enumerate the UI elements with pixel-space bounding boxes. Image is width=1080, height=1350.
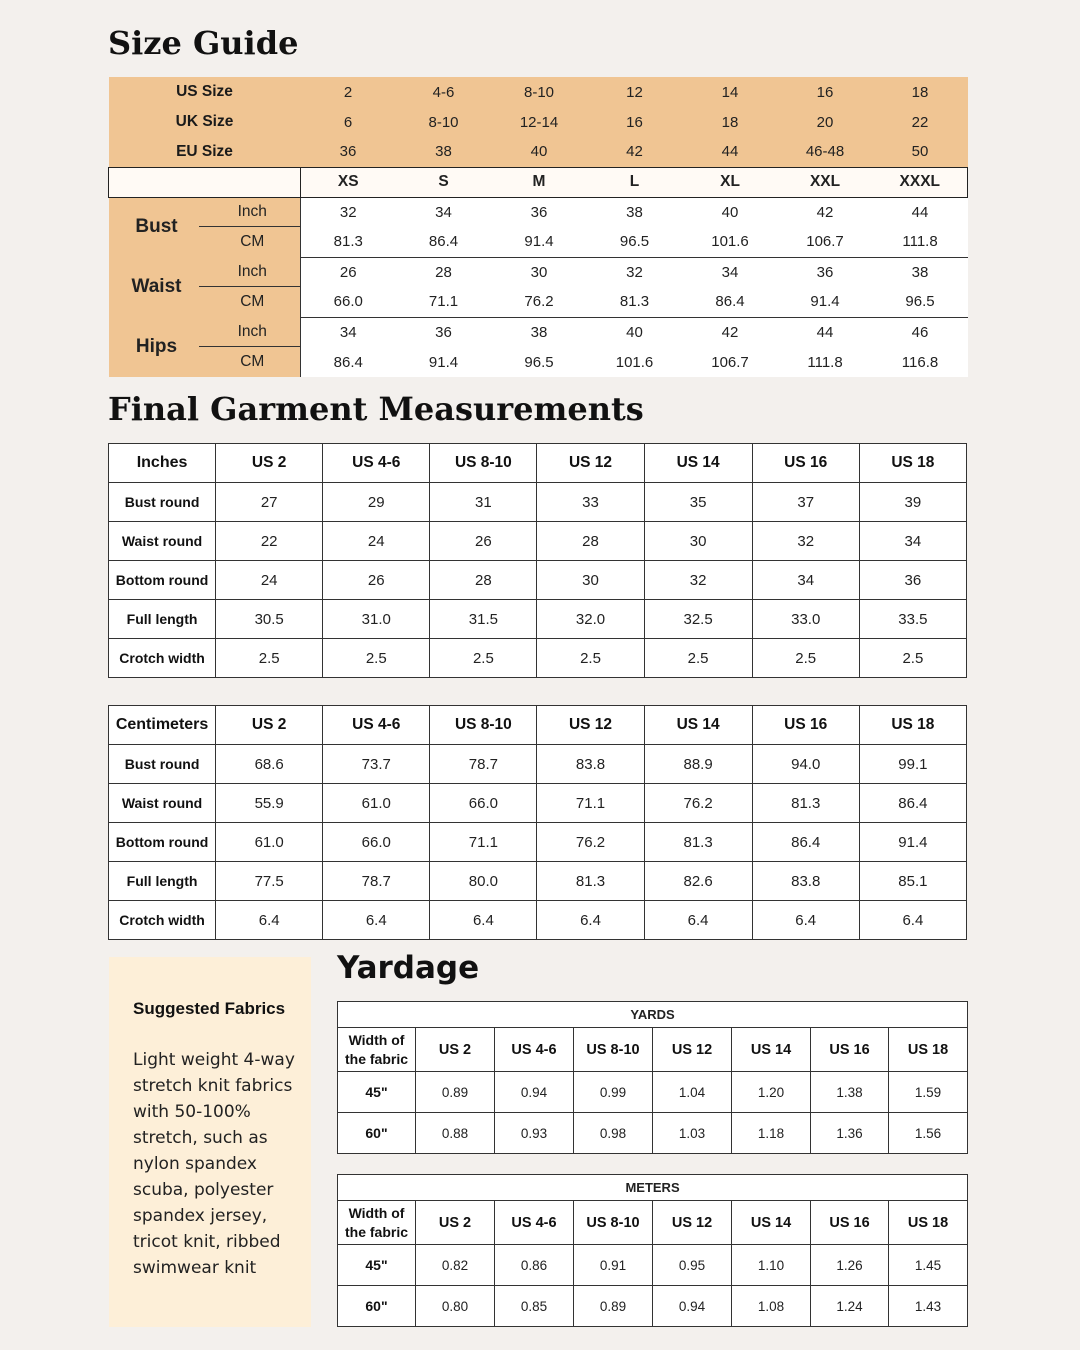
- size-conversion-cell: 6: [301, 107, 396, 137]
- measurement-inch-cell: 34: [683, 257, 778, 287]
- yardage-corner-line: Width of: [348, 1204, 405, 1221]
- garment-cell: 81.3: [752, 784, 859, 823]
- garment-row-label: Bust round: [109, 745, 216, 784]
- unit-label-cm: CM: [205, 287, 301, 317]
- size-conversion-cell: 36: [301, 137, 396, 167]
- garment-row: [109, 823, 967, 862]
- garment-cell: 55.9: [216, 784, 323, 823]
- suggested-fabrics-line: scuba, polyester: [133, 1180, 274, 1200]
- garment-header-row: [109, 706, 967, 745]
- measurement-cm-cell: 86.4: [396, 227, 492, 257]
- yardage-meters-table: [337, 1174, 968, 1327]
- yardage-size-header: US 16: [811, 1028, 889, 1072]
- measurement-cm-cell: 71.1: [396, 287, 492, 317]
- measurement-inch-cell: 26: [301, 257, 396, 287]
- garment-row-label: Bust round: [109, 483, 216, 522]
- measurement-cm-cell: 101.6: [587, 347, 683, 377]
- garment-cell: 36: [859, 561, 966, 600]
- garment-cell: 6.4: [430, 901, 537, 940]
- garment-size-header: US 4-6: [323, 444, 430, 483]
- yardage-width-label: 45": [338, 1072, 416, 1113]
- yardage-size-header: US 2: [416, 1201, 495, 1245]
- garment-cell: 91.4: [859, 823, 966, 862]
- yardage-cell: 0.91: [574, 1245, 653, 1286]
- garment-cell: 80.0: [430, 862, 537, 901]
- yardage-corner-line: Width of: [348, 1031, 405, 1048]
- garment-cell: 30: [537, 561, 644, 600]
- size-conversion-cell: 16: [778, 77, 873, 107]
- garment-size-header: US 8-10: [430, 444, 537, 483]
- yardage-cell: 1.56: [889, 1113, 968, 1154]
- yardage-corner-line: the fabric: [344, 1223, 408, 1240]
- measurement-cm-cell: 96.5: [873, 287, 968, 317]
- garment-row: [109, 639, 967, 678]
- yardage-cell: 0.95: [653, 1245, 732, 1286]
- yardage-size-header: US 4-6: [495, 1028, 574, 1072]
- garment-cell: 76.2: [644, 784, 752, 823]
- garment-cell: 32: [752, 522, 859, 561]
- measurement-inch-cell: 38: [873, 257, 968, 287]
- garment-cell: 32: [644, 561, 752, 600]
- size-conversion-cell: 12: [587, 77, 683, 107]
- garment-row-label: Full length: [109, 600, 216, 639]
- garment-cell: 78.7: [430, 745, 537, 784]
- garment-cell: 6.4: [644, 901, 752, 940]
- garment-size-header: US 14: [644, 444, 752, 483]
- yardage-cell: 0.86: [495, 1245, 574, 1286]
- measurement-inch-cell: 44: [873, 197, 968, 227]
- measurement-cm-cell: 96.5: [492, 347, 587, 377]
- garment-size-header: US 16: [752, 444, 859, 483]
- garment-cell: 31.0: [323, 600, 430, 639]
- yardage-size-header: US 18: [889, 1201, 968, 1245]
- yardage-cell: 0.85: [495, 1286, 574, 1327]
- garment-cell: 99.1: [859, 745, 966, 784]
- garment-size-header: US 4-6: [323, 706, 430, 745]
- garment-cell: 78.7: [323, 862, 430, 901]
- yardage-cell: 1.45: [889, 1245, 968, 1286]
- size-conversion-cell: 20: [778, 107, 873, 137]
- measurement-cm-row: [109, 347, 968, 377]
- garment-size-header: US 14: [644, 706, 752, 745]
- garment-inches-table: [108, 443, 967, 678]
- measurement-name: Bust: [109, 197, 205, 257]
- garment-cell: 32.5: [644, 600, 752, 639]
- garment-row: [109, 561, 967, 600]
- measurement-inch-cell: 32: [587, 257, 683, 287]
- letter-size-cell: XXXL: [873, 167, 968, 197]
- suggested-fabrics-line: stretch, such as: [133, 1128, 268, 1148]
- yardage-cell: 1.04: [653, 1072, 732, 1113]
- unit-label-inch: Inch: [205, 317, 301, 347]
- measurement-name: Hips: [109, 317, 205, 377]
- garment-cell: 6.4: [859, 901, 966, 940]
- garment-cell: 81.3: [644, 823, 752, 862]
- size-conversion-label: US Size: [109, 77, 301, 107]
- size-conversion-cell: 42: [587, 137, 683, 167]
- suggested-fabrics-line: swimwear knit: [133, 1258, 257, 1278]
- size-conversion-cell: 38: [396, 137, 492, 167]
- garment-row-label: Crotch width: [109, 901, 216, 940]
- garment-cell: 2.5: [216, 639, 323, 678]
- garment-row: [109, 745, 967, 784]
- yardage-cell: 1.36: [811, 1113, 889, 1154]
- garment-corner-label: Inches: [109, 444, 216, 483]
- garment-cell: 28: [430, 561, 537, 600]
- measurement-inch-row: [109, 317, 968, 347]
- measurement-cm-cell: 91.4: [778, 287, 873, 317]
- garment-cell: 24: [323, 522, 430, 561]
- measurement-inch-cell: 40: [587, 317, 683, 347]
- yardage-row: [338, 1286, 968, 1327]
- measurement-inch-cell: 36: [396, 317, 492, 347]
- yardage-size-header: US 2: [416, 1028, 495, 1072]
- measurement-cm-cell: 96.5: [587, 227, 683, 257]
- unit-label-cm: CM: [205, 347, 301, 377]
- size-conversion-row: [109, 107, 968, 137]
- yardage-caption-row: [338, 1002, 968, 1028]
- yardage-cell: 1.20: [732, 1072, 811, 1113]
- measurement-cm-cell: 106.7: [778, 227, 873, 257]
- garment-cell: 32.0: [537, 600, 644, 639]
- garment-size-header: US 12: [537, 444, 644, 483]
- garment-cell: 33.0: [752, 600, 859, 639]
- garment-cell: 77.5: [216, 862, 323, 901]
- garment-row-label: Waist round: [109, 784, 216, 823]
- garment-cell: 88.9: [644, 745, 752, 784]
- garment-cell: 71.1: [430, 823, 537, 862]
- garment-cell: 83.8: [752, 862, 859, 901]
- measurement-cm-cell: 111.8: [778, 347, 873, 377]
- yardage-cell: 1.03: [653, 1113, 732, 1154]
- measurement-inch-cell: 42: [778, 197, 873, 227]
- yardage-cell: 0.88: [416, 1113, 495, 1154]
- letter-size-cell: XS: [301, 167, 396, 197]
- garment-cell: 2.5: [752, 639, 859, 678]
- garment-cell: 61.0: [216, 823, 323, 862]
- garment-size-header: US 2: [216, 706, 323, 745]
- suggested-fabrics-text: [133, 1047, 311, 1281]
- garment-row-label: Crotch width: [109, 639, 216, 678]
- yardage-cell: 1.18: [732, 1113, 811, 1154]
- yardage-size-header: US 4-6: [495, 1201, 574, 1245]
- size-conversion-cell: 40: [492, 137, 587, 167]
- yardage-cell: 0.82: [416, 1245, 495, 1286]
- garment-size-header: US 18: [859, 444, 966, 483]
- size-conversion-cell: 14: [683, 77, 778, 107]
- garment-cell: 66.0: [430, 784, 537, 823]
- unit-label-cm: CM: [205, 227, 301, 257]
- suggested-fabrics-line: spandex jersey,: [133, 1206, 268, 1226]
- yardage-cell: 1.08: [732, 1286, 811, 1327]
- size-conversion-cell: 18: [873, 77, 968, 107]
- size-conversion-cell: 44: [683, 137, 778, 167]
- letter-size-corner: [109, 167, 301, 197]
- garment-cell: 2.5: [430, 639, 537, 678]
- garment-cell: 81.3: [537, 862, 644, 901]
- measurement-cm-row: [109, 227, 968, 257]
- letter-size-cell: L: [587, 167, 683, 197]
- garment-corner-label: Centimeters: [109, 706, 216, 745]
- measurement-inch-cell: 32: [301, 197, 396, 227]
- garment-cell: 82.6: [644, 862, 752, 901]
- measurement-inch-cell: 44: [778, 317, 873, 347]
- garment-cell: 24: [216, 561, 323, 600]
- yardage-width-label: 45": [338, 1245, 416, 1286]
- letter-size-cell: XL: [683, 167, 778, 197]
- yardage-cell: 0.93: [495, 1113, 574, 1154]
- measurement-inch-cell: 38: [492, 317, 587, 347]
- garment-cell: 31: [430, 483, 537, 522]
- yardage-caption-row: [338, 1175, 968, 1201]
- yardage-cell: 0.94: [495, 1072, 574, 1113]
- measurement-inch-cell: 38: [587, 197, 683, 227]
- garment-cell: 33: [537, 483, 644, 522]
- size-guide-table: [108, 77, 968, 377]
- garment-cell: 2.5: [644, 639, 752, 678]
- measurement-inch-cell: 34: [396, 197, 492, 227]
- yardage-row: [338, 1245, 968, 1286]
- garment-row: [109, 522, 967, 561]
- garment-cell: 28: [537, 522, 644, 561]
- measurement-cm-cell: 116.8: [873, 347, 968, 377]
- garment-cell: 30: [644, 522, 752, 561]
- garment-cell: 68.6: [216, 745, 323, 784]
- measurement-inch-cell: 28: [396, 257, 492, 287]
- garment-cell: 30.5: [216, 600, 323, 639]
- measurement-cm-cell: 86.4: [301, 347, 396, 377]
- garment-cell: 6.4: [216, 901, 323, 940]
- yardage-cell: 0.99: [574, 1072, 653, 1113]
- measurement-cm-cell: 81.3: [587, 287, 683, 317]
- yardage-cell: 1.38: [811, 1072, 889, 1113]
- garment-cell: 76.2: [537, 823, 644, 862]
- garment-row: [109, 600, 967, 639]
- garment-cell: 73.7: [323, 745, 430, 784]
- garment-cell: 6.4: [323, 901, 430, 940]
- measurement-inch-row: [109, 257, 968, 287]
- measurement-name: Waist: [109, 257, 205, 317]
- yardage-size-header: US 12: [653, 1028, 732, 1072]
- suggested-fabrics-line: tricot knit, ribbed: [133, 1232, 281, 1252]
- yardage-corner-label: [338, 1028, 416, 1072]
- size-conversion-cell: 2: [301, 77, 396, 107]
- suggested-fabrics-line: Light weight 4-way: [133, 1050, 295, 1070]
- measurement-cm-row: [109, 287, 968, 317]
- garment-cell: 2.5: [537, 639, 644, 678]
- garment-cell: 26: [323, 561, 430, 600]
- garment-cell: 34: [752, 561, 859, 600]
- letter-size-cell: S: [396, 167, 492, 197]
- measurement-cm-cell: 91.4: [396, 347, 492, 377]
- garment-row-label: Waist round: [109, 522, 216, 561]
- suggested-fabrics-line: nylon spandex: [133, 1154, 257, 1174]
- garment-cm-table: [108, 705, 967, 940]
- garment-cell: 26: [430, 522, 537, 561]
- yardage-caption: METERS: [338, 1175, 968, 1201]
- garment-cell: 71.1: [537, 784, 644, 823]
- yardage-size-header: US 14: [732, 1201, 811, 1245]
- yardage-corner-line: the fabric: [344, 1050, 408, 1067]
- size-conversion-row: [109, 137, 968, 167]
- garment-row: [109, 784, 967, 823]
- yardage-header-row: [338, 1028, 968, 1072]
- yardage-cell: 0.89: [574, 1286, 653, 1327]
- yardage-size-header: US 14: [732, 1028, 811, 1072]
- size-conversion-cell: 22: [873, 107, 968, 137]
- measurement-cm-cell: 101.6: [683, 227, 778, 257]
- measurement-cm-cell: 106.7: [683, 347, 778, 377]
- suggested-fabrics-line: stretch knit fabrics: [133, 1076, 293, 1096]
- garment-cell: 86.4: [859, 784, 966, 823]
- letter-size-row: [109, 167, 968, 197]
- measurement-inch-cell: 30: [492, 257, 587, 287]
- yardage-cell: 1.10: [732, 1245, 811, 1286]
- suggested-fabrics-line: with 50-100%: [133, 1102, 251, 1122]
- suggested-fabrics-panel: [109, 957, 311, 1327]
- garment-cell: 83.8: [537, 745, 644, 784]
- garment-cell: 39: [859, 483, 966, 522]
- garment-row: [109, 483, 967, 522]
- garment-cell: 2.5: [323, 639, 430, 678]
- size-conversion-row: [109, 77, 968, 107]
- garment-size-header: US 16: [752, 706, 859, 745]
- yardage-cell: 0.80: [416, 1286, 495, 1327]
- garment-cell: 29: [323, 483, 430, 522]
- yardage-caption: YARDS: [338, 1002, 968, 1028]
- final-garment-title: Final Garment Measurements: [108, 390, 644, 428]
- garment-cell: 86.4: [752, 823, 859, 862]
- yardage-row: [338, 1113, 968, 1154]
- measurement-cm-cell: 91.4: [492, 227, 587, 257]
- unit-label-inch: Inch: [205, 197, 301, 227]
- garment-cell: 6.4: [537, 901, 644, 940]
- yardage-cell: 1.59: [889, 1072, 968, 1113]
- garment-row-label: Bottom round: [109, 561, 216, 600]
- garment-row: [109, 862, 967, 901]
- measurement-cm-cell: 86.4: [683, 287, 778, 317]
- garment-row-label: Bottom round: [109, 823, 216, 862]
- garment-cell: 31.5: [430, 600, 537, 639]
- size-conversion-cell: 4-6: [396, 77, 492, 107]
- garment-header-row: [109, 444, 967, 483]
- yardage-size-header: US 18: [889, 1028, 968, 1072]
- garment-cell: 33.5: [859, 600, 966, 639]
- measurement-inch-cell: 40: [683, 197, 778, 227]
- yardage-cell: 0.89: [416, 1072, 495, 1113]
- measurement-inch-row: [109, 197, 968, 227]
- measurement-inch-cell: 36: [492, 197, 587, 227]
- garment-cell: 34: [859, 522, 966, 561]
- yardage-yards-table: [337, 1001, 968, 1154]
- garment-cell: 27: [216, 483, 323, 522]
- garment-cell: 22: [216, 522, 323, 561]
- letter-size-cell: M: [492, 167, 587, 197]
- garment-cell: 94.0: [752, 745, 859, 784]
- yardage-size-header: US 16: [811, 1201, 889, 1245]
- yardage-cell: 1.26: [811, 1245, 889, 1286]
- size-conversion-label: EU Size: [109, 137, 301, 167]
- measurement-cm-cell: 66.0: [301, 287, 396, 317]
- yardage-cell: 1.43: [889, 1286, 968, 1327]
- measurement-inch-cell: 34: [301, 317, 396, 347]
- yardage-size-header: US 12: [653, 1201, 732, 1245]
- yardage-width-label: 60": [338, 1286, 416, 1327]
- garment-cell: 6.4: [752, 901, 859, 940]
- garment-cell: 61.0: [323, 784, 430, 823]
- yardage-size-header: US 8-10: [574, 1028, 653, 1072]
- measurement-inch-cell: 36: [778, 257, 873, 287]
- garment-cell: 2.5: [859, 639, 966, 678]
- garment-size-header: US 18: [859, 706, 966, 745]
- garment-cell: 37: [752, 483, 859, 522]
- size-conversion-cell: 12-14: [492, 107, 587, 137]
- size-guide-title: Size Guide: [108, 24, 299, 62]
- measurement-inch-cell: 46: [873, 317, 968, 347]
- size-conversion-cell: 46-48: [778, 137, 873, 167]
- suggested-fabrics-title: Suggested Fabrics: [133, 999, 286, 1018]
- garment-cell: 66.0: [323, 823, 430, 862]
- yardage-cell: 0.98: [574, 1113, 653, 1154]
- yardage-corner-label: [338, 1201, 416, 1245]
- letter-size-cell: XXL: [778, 167, 873, 197]
- garment-size-header: US 2: [216, 444, 323, 483]
- yardage-cell: 1.24: [811, 1286, 889, 1327]
- yardage-row: [338, 1072, 968, 1113]
- unit-label-inch: Inch: [205, 257, 301, 287]
- yardage-title: Yardage: [337, 950, 480, 986]
- size-conversion-cell: 18: [683, 107, 778, 137]
- garment-size-header: US 8-10: [430, 706, 537, 745]
- measurement-inch-cell: 42: [683, 317, 778, 347]
- size-conversion-cell: 8-10: [396, 107, 492, 137]
- yardage-cell: 0.94: [653, 1286, 732, 1327]
- size-conversion-cell: 8-10: [492, 77, 587, 107]
- yardage-header-row: [338, 1201, 968, 1245]
- size-conversion-label: UK Size: [109, 107, 301, 137]
- measurement-cm-cell: 76.2: [492, 287, 587, 317]
- yardage-size-header: US 8-10: [574, 1201, 653, 1245]
- garment-row-label: Full length: [109, 862, 216, 901]
- garment-row: [109, 901, 967, 940]
- yardage-width-label: 60": [338, 1113, 416, 1154]
- size-conversion-cell: 16: [587, 107, 683, 137]
- measurement-cm-cell: 111.8: [873, 227, 968, 257]
- garment-cell: 85.1: [859, 862, 966, 901]
- garment-cell: 35: [644, 483, 752, 522]
- size-conversion-cell: 50: [873, 137, 968, 167]
- measurement-cm-cell: 81.3: [301, 227, 396, 257]
- garment-size-header: US 12: [537, 706, 644, 745]
